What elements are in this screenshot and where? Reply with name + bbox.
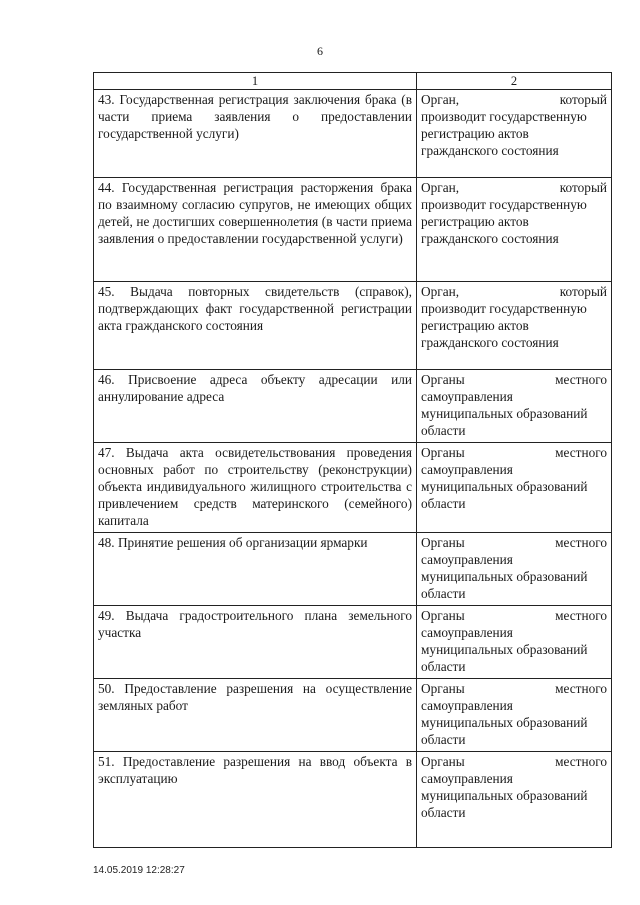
authority-word: Органы: [421, 535, 465, 550]
authority-text: самоуправления муниципальных образований области: [421, 552, 588, 601]
service-cell: 48. Принятие решения об организации ярмарки: [94, 533, 417, 606]
authority-word: Органы: [421, 681, 465, 696]
services-table: [93, 72, 612, 848]
authority-text: самоуправления муниципальных образований области: [421, 462, 588, 511]
authority-text: самоуправления муниципальных образований области: [421, 625, 588, 674]
table-row: [94, 370, 612, 443]
authority-word: Органы: [421, 754, 465, 769]
table-row: [94, 752, 612, 848]
table-header-row: [94, 73, 612, 90]
table-row: [94, 178, 612, 282]
authority-word: местного: [555, 754, 607, 769]
authority-word: который: [559, 284, 607, 299]
column-header-1: 1: [94, 73, 417, 90]
authority-word: Органы: [421, 608, 465, 623]
service-cell: 47. Выдача акта освидетельствования проведения основных работ по строительству (реконструкции) объекта индивидуального жилищного строительства с привлечением средств материнского (семейного) капитала: [94, 443, 417, 533]
table-row: [94, 533, 612, 606]
authority-text: производит государственную регистрацию актов гражданского состояния: [421, 197, 587, 246]
authority-word: Орган,: [421, 284, 460, 299]
authority-text: производит государственную регистрацию актов гражданского состояния: [421, 301, 587, 350]
authority-text: производит государственную регистрацию актов гражданского состояния: [421, 109, 587, 158]
authority-cell: [417, 370, 612, 443]
authority-word: Орган,: [421, 180, 460, 195]
authority-cell: [417, 443, 612, 533]
service-cell: 46. Присвоение адреса объекту адресации или аннулирование адреса: [94, 370, 417, 443]
authority-cell: [417, 606, 612, 679]
authority-word: который: [559, 180, 607, 195]
authority-word: местного: [555, 608, 607, 623]
column-header-2: 2: [417, 73, 612, 90]
print-timestamp: 14.05.2019 12:28:27: [93, 865, 185, 876]
authority-word: местного: [555, 372, 607, 387]
authority-word: местного: [555, 445, 607, 460]
service-cell: 49. Выдача градостроительного плана земельного участка: [94, 606, 417, 679]
authority-cell: [417, 533, 612, 606]
authority-cell: [417, 679, 612, 752]
table-row: [94, 606, 612, 679]
authority-cell: [417, 90, 612, 178]
authority-cell: [417, 752, 612, 848]
table-row: [94, 679, 612, 752]
authority-text: самоуправления муниципальных образований области: [421, 389, 588, 438]
authority-cell: [417, 178, 612, 282]
service-cell: 45. Выдача повторных свидетельств (справок), подтверждающих факт государственной регистрации акта гражданского состояния: [94, 282, 417, 370]
page-number: 6: [317, 44, 323, 58]
authority-text: самоуправления муниципальных образований области: [421, 771, 588, 820]
authority-word: Органы: [421, 372, 465, 387]
service-cell: 50. Предоставление разрешения на осуществление земляных работ: [94, 679, 417, 752]
authority-word: Органы: [421, 445, 465, 460]
service-cell: 51. Предоставление разрешения на ввод объекта в эксплуатацию: [94, 752, 417, 848]
service-cell: 44. Государственная регистрация расторжения брака по взаимному согласию супругов, не имеющих общих детей, не достигших совершеннолетия (в части приема заявления о предоставлении государственной услуги): [94, 178, 417, 282]
service-cell: 43. Государственная регистрация заключения брака (в части приема заявления о предоставлении государственной услуги): [94, 90, 417, 178]
table-row: [94, 282, 612, 370]
authority-word: местного: [555, 681, 607, 696]
authority-cell: [417, 282, 612, 370]
table-row: [94, 443, 612, 533]
authority-word: который: [559, 92, 607, 107]
authority-word: местного: [555, 535, 607, 550]
authority-word: Орган,: [421, 92, 460, 107]
authority-text: самоуправления муниципальных образований области: [421, 698, 588, 747]
table-row: [94, 90, 612, 178]
